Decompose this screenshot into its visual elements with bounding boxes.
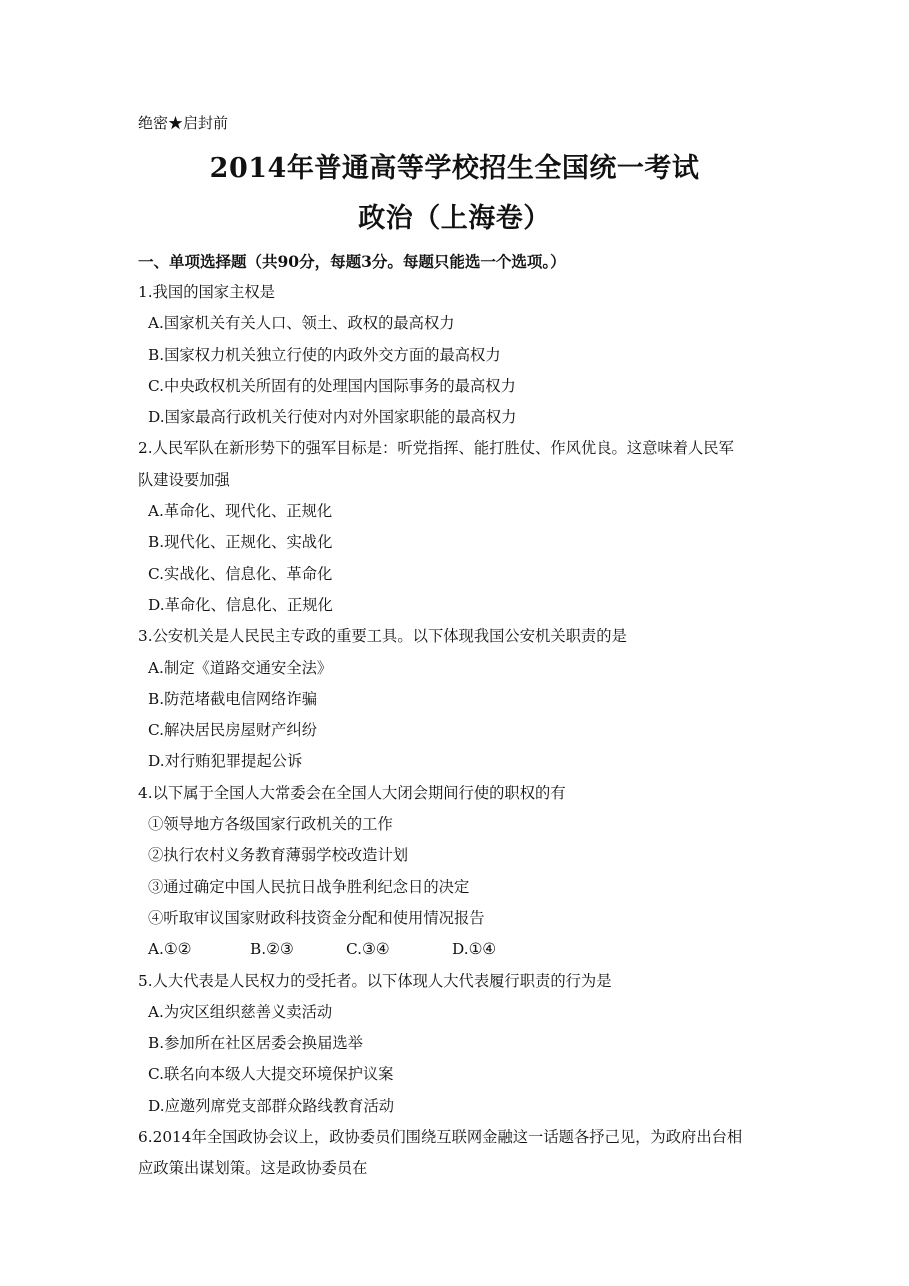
question-stem: 2.人民军队在新形势下的强军目标是：听党指挥、能打胜仗、作风优良。这意味着人民军 — [138, 439, 734, 458]
question-stem: 4.以下属于全国人大常委会在全国人大闭会期间行使的职权的有 — [138, 783, 566, 802]
option-c: C.联名向本级人大提交环境保护议案 — [148, 1065, 394, 1084]
section-heading: 一、单项选择题（共90分，每题3分。每题只能选一个选项。） — [138, 252, 566, 271]
option-b: B.参加所在社区居委会换届选举 — [148, 1034, 363, 1053]
question-stem: 5.人大代表是人民权力的受托者。以下体现人大代表履行职责的行为是 — [138, 971, 612, 990]
statement-2: ②执行农村义务教育薄弱学校改造计划 — [148, 846, 409, 865]
option-c: C.中央政权机关所固有的处理国内国际事务的最高权力 — [148, 376, 516, 395]
option-c: C.③④ — [346, 940, 390, 959]
statement-1: ①领导地方各级国家行政机关的工作 — [148, 815, 393, 834]
question-stem: 1.我国的国家主权是 — [138, 283, 275, 301]
questions-area — [138, 277, 778, 1185]
option-a: A.革命化、现代化、正规化 — [148, 502, 333, 521]
option-b: B.防范堵截电信网络诈骗 — [148, 689, 318, 708]
question-stem: 3.公安机关是人民民主专政的重要工具。以下体现我国公安机关职责的是 — [138, 627, 627, 646]
question-6 — [138, 1122, 778, 1185]
option-b: B.②③ — [250, 940, 294, 959]
secret-label: 绝密★启封前 — [138, 114, 229, 132]
statement-4: ④听取审议国家财政科技资金分配和使用情况报告 — [148, 908, 485, 927]
question-2 — [138, 433, 778, 621]
option-a: A.为灾区组织慈善义卖活动 — [148, 1002, 333, 1021]
question-3 — [138, 621, 778, 777]
option-c: C.解决居民房屋财产纠纷 — [148, 721, 317, 740]
question-stem-continued: 应政策出谋划策。这是政协委员在 — [138, 1159, 368, 1178]
option-c: C.实战化、信息化、革命化 — [148, 564, 333, 583]
statement-3: ③通过确定中国人民抗日战争胜利纪念日的决定 — [148, 877, 470, 896]
option-d: D.革命化、信息化、正规化 — [148, 595, 333, 614]
combo-options-row — [138, 934, 778, 965]
option-d: D.①④ — [452, 940, 497, 959]
exam-title: 2014年普通高等学校招生全国统一考试 — [209, 153, 700, 184]
option-d: D.国家最高行政机关行使对内对外国家职能的最高权力 — [148, 408, 517, 427]
option-b: B.国家权力机关独立行使的内政外交方面的最高权力 — [148, 345, 501, 364]
option-a: A.①② — [148, 940, 192, 959]
option-b: B.现代化、正规化、实战化 — [148, 533, 333, 552]
question-1 — [138, 277, 778, 433]
exam-subtitle: 政治（上海卷） — [358, 203, 551, 234]
option-a: A.制定《道路交通安全法》 — [148, 658, 333, 677]
question-5 — [138, 966, 778, 1122]
question-stem: 6.2014年全国政协会议上，政协委员们围绕互联网金融这一话题各抒己见，为政府出台相 — [138, 1128, 743, 1147]
question-4 — [138, 778, 778, 966]
option-d: D.应邀列席党支部群众路线教育活动 — [148, 1096, 395, 1115]
option-d: D.对行贿犯罪提起公诉 — [148, 752, 303, 771]
question-stem-continued: 队建设要加强 — [138, 470, 230, 489]
option-a: A.国家机关有关人口、领土、政权的最高权力 — [148, 314, 455, 333]
